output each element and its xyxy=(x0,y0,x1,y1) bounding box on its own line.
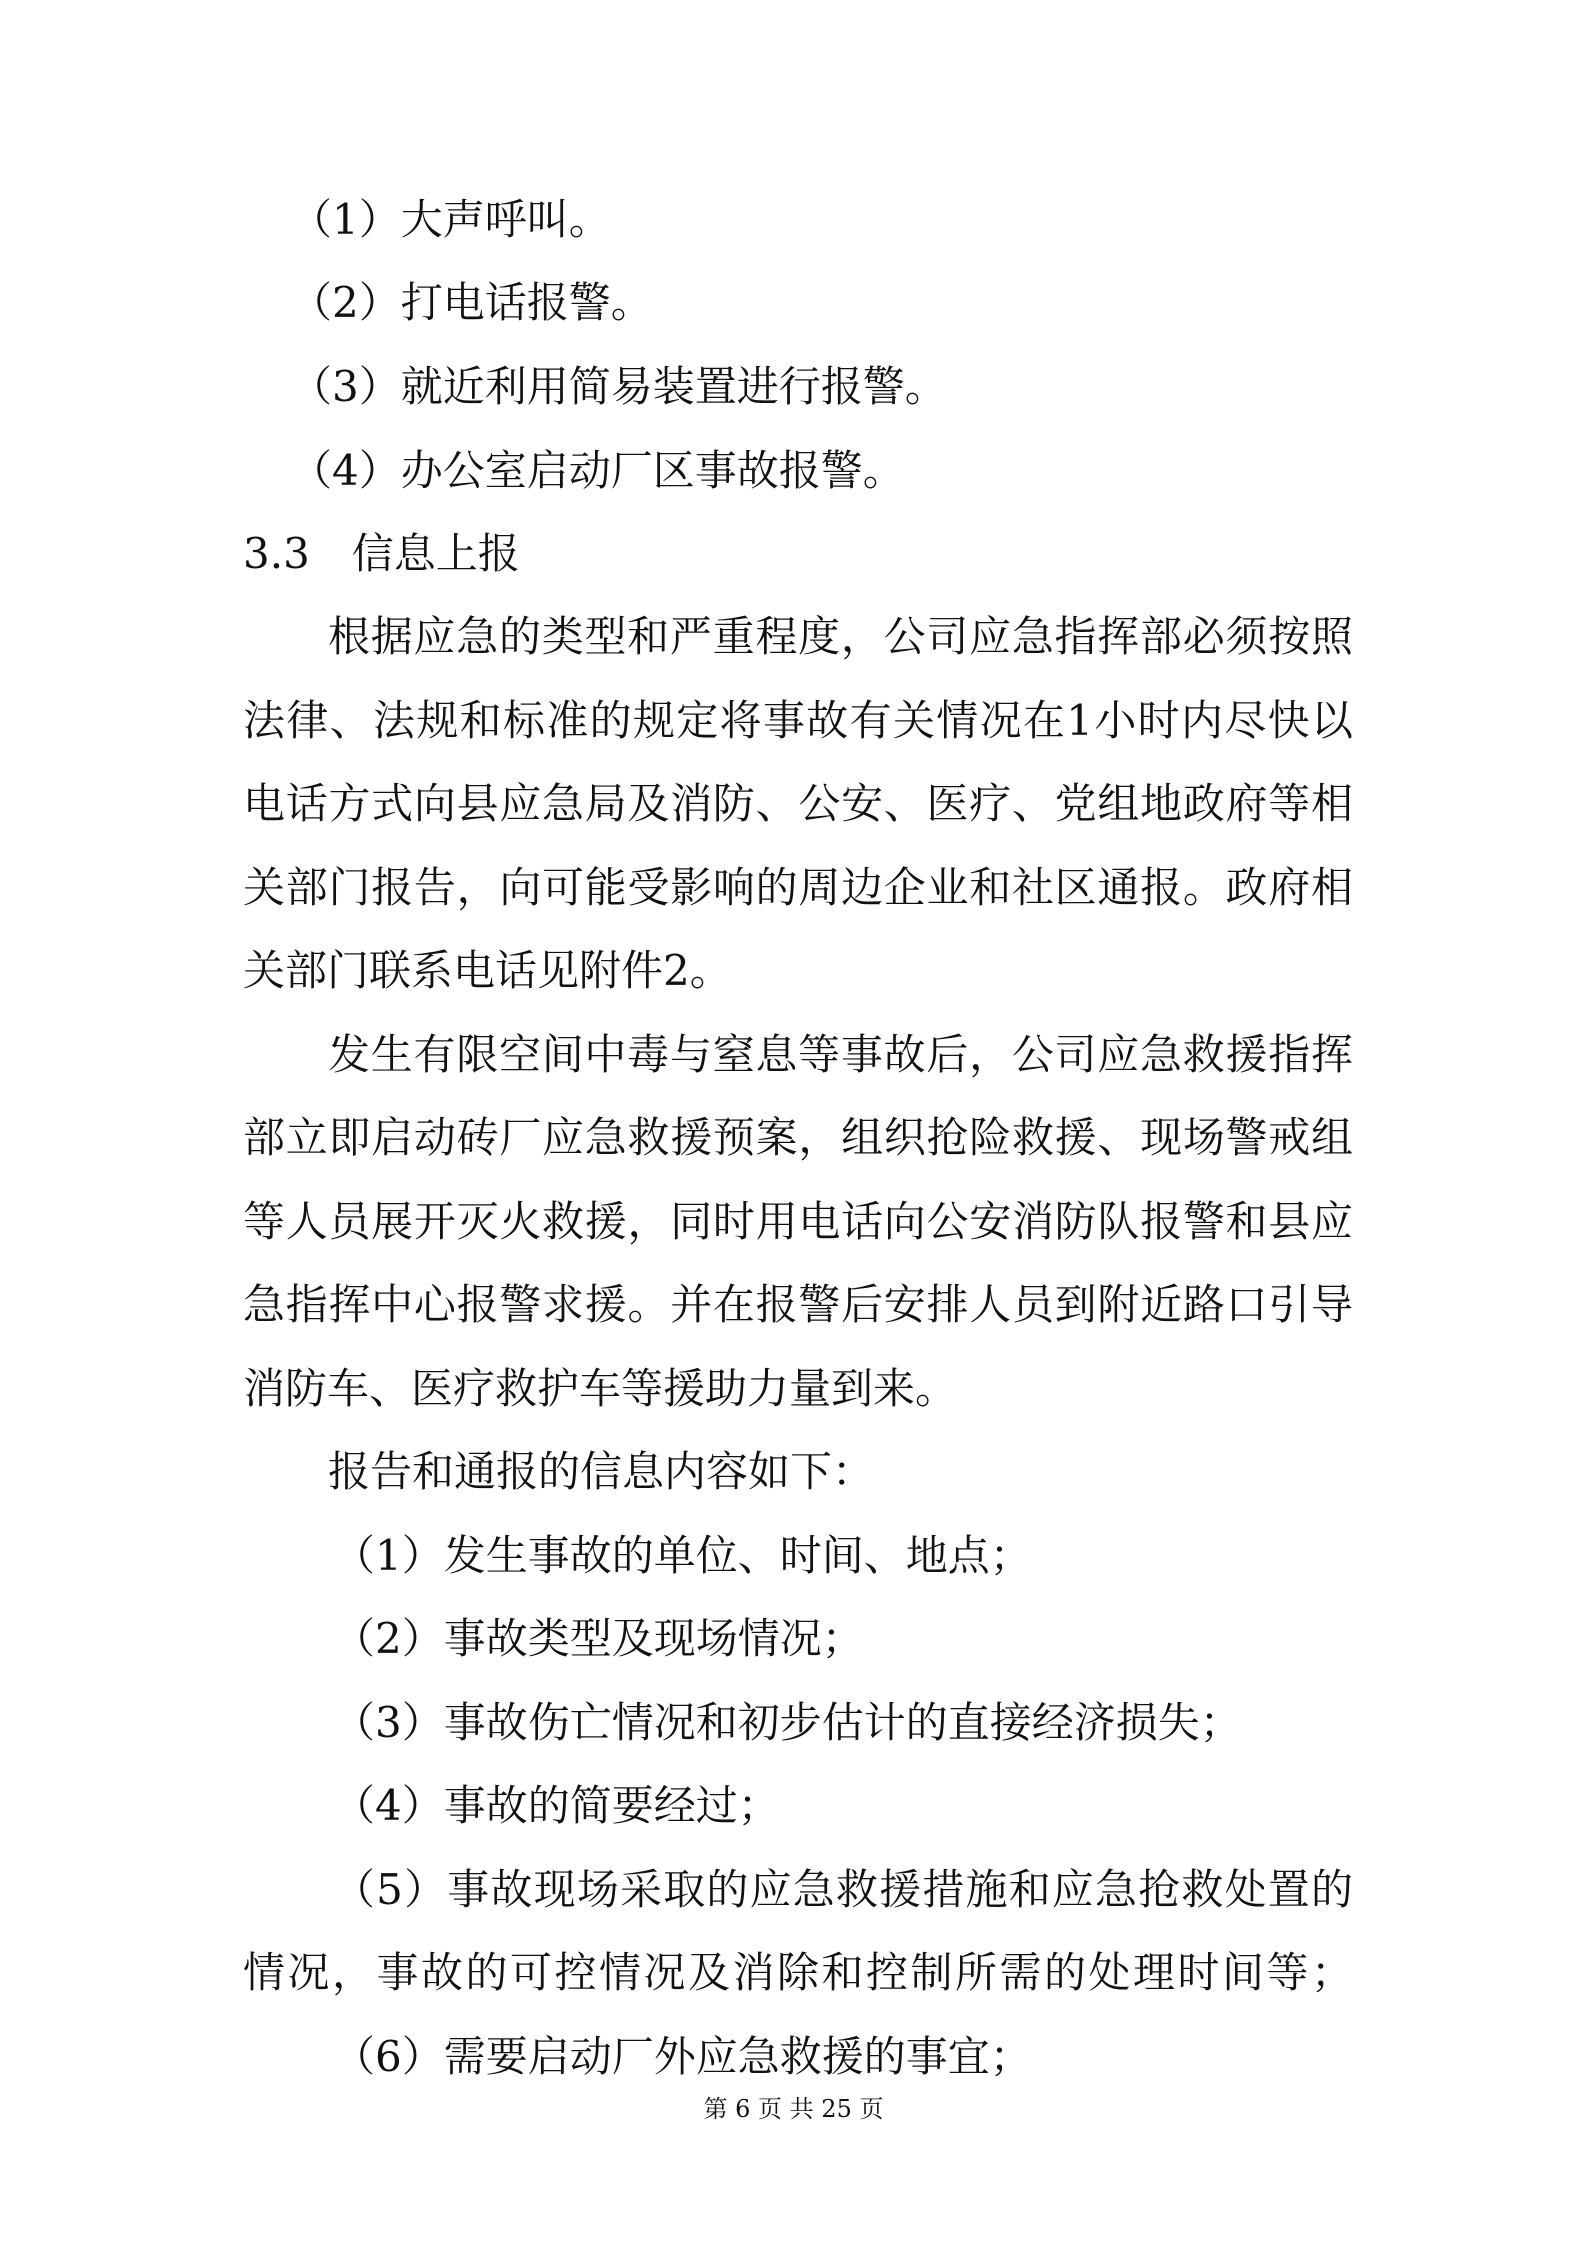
report-item-5-continued: 情况，事故的可控情况及消除和控制所需的处理时间等； xyxy=(243,1948,1353,1997)
para1-line-2: 法律、法规和标准的规定将事故有关情况在1小时内尽快以 xyxy=(243,696,1353,745)
report-item-5: （5）事故现场采取的应急救援措施和应急抢救处置的 xyxy=(333,1865,1353,1914)
report-item-2: （2）事故类型及现场情况； xyxy=(333,1614,864,1663)
para2-line-1: 发生有限空间中毒与窒息等事故后，公司应急救援指挥 xyxy=(328,1030,1353,1079)
para2-line-3: 等人员展开灭火救援，同时用电话向公安消防队报警和县应 xyxy=(243,1197,1353,1246)
report-item-1: （1）发生事故的单位、时间、地点； xyxy=(333,1531,1032,1580)
para1-line-5: 关部门联系电话见附件2。 xyxy=(243,946,732,995)
alarm-method-1: （1）大声呼叫。 xyxy=(290,195,611,244)
report-item-3: （3）事故伤亡情况和初步估计的直接经济损失； xyxy=(333,1698,1242,1747)
para1-line-3: 电话方式向县应急局及消防、公安、医疗、党组地政府等相 xyxy=(243,779,1353,828)
page-number-footer: 第 6 页 共 25 页 xyxy=(703,2095,884,2123)
report-intro: 报告和通报的信息内容如下： xyxy=(328,1447,875,1496)
alarm-method-4: （4）办公室启动厂区事故报警。 xyxy=(290,446,905,495)
para2-line-4: 急指挥中心报警求援。并在报警后安排人员到附近路口引导 xyxy=(243,1280,1353,1329)
para1-line-1: 根据应急的类型和严重程度，公司应急指挥部必须按照 xyxy=(328,612,1353,661)
alarm-method-3: （3）就近利用简易装置进行报警。 xyxy=(290,362,947,411)
alarm-method-2: （2）打电话报警。 xyxy=(290,278,653,327)
section-heading: 3.3 信息上报 xyxy=(243,529,520,578)
para1-line-4: 关部门报告，向可能受影响的周边企业和社区通报。政府相 xyxy=(243,863,1353,912)
report-item-4: （4）事故的简要经过； xyxy=(333,1781,780,1830)
para2-line-2: 部立即启动砖厂应急救援预案，组织抢险救援、现场警戒组 xyxy=(243,1113,1353,1162)
para2-line-5: 消防车、医疗救护车等援助力量到来。 xyxy=(243,1364,958,1413)
report-item-6: （6）需要启动厂外应急救援的事宜； xyxy=(333,2032,1032,2081)
